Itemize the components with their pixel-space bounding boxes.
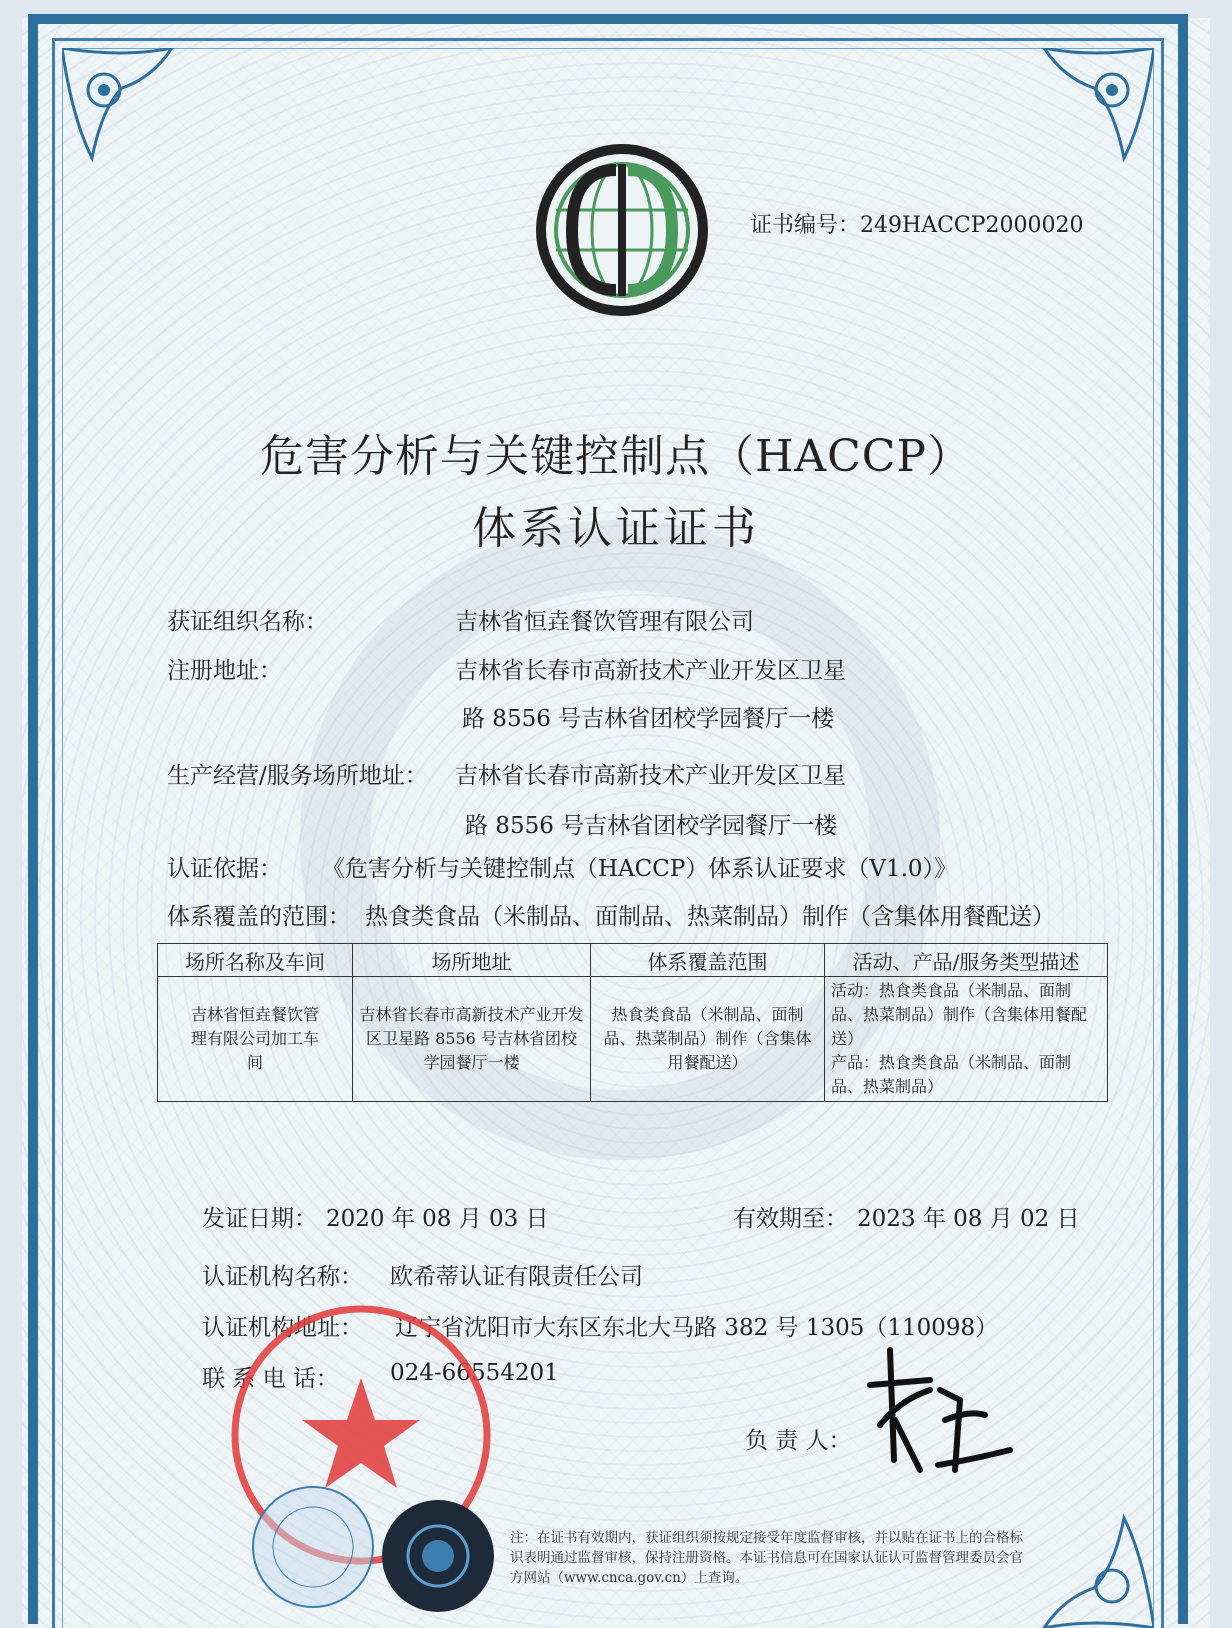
issue-date-label: 发证日期： [202, 1206, 317, 1232]
issuer-name-label: 认证机构名称： [202, 1264, 363, 1290]
site-address-label: 生产经营/服务场所地址： [167, 763, 428, 789]
valid-until-label: 有效期至： [733, 1206, 848, 1232]
supervision-seal-icon [380, 1498, 496, 1614]
reg-address-line2: 路 8556 号吉林省团校学园餐厅一楼 [462, 706, 835, 732]
reg-address-label: 注册地址： [167, 658, 282, 684]
org-name-value: 吉林省恒垚餐饮管理有限公司 [455, 609, 754, 635]
issuer-address-value: 辽宁省沈阳市大东区东北大马路 382 号 1305（110098） [395, 1315, 999, 1341]
org-name-label: 获证组织名称： [167, 609, 328, 635]
issuer-phone-value: 024-66554201 [390, 1360, 559, 1386]
issuer-phone-label: 联 系 电 话： [202, 1366, 339, 1392]
cell-product-text: 产品：热食类食品（米制品、面制品、热菜制品） [831, 1053, 1072, 1096]
issuer-name-value: 欧希蒂认证有限责任公司 [390, 1264, 643, 1290]
certificate-title-line1: 危害分析与关键控制点（HACCP） [259, 431, 973, 482]
basis-label: 认证依据： [167, 856, 282, 882]
signature-icon [860, 1330, 1020, 1490]
cti-logo-icon [532, 140, 712, 320]
certificate-note: 注：在证书有效期内，获证组织须按规定接受年度监督审核，并以贴在证书上的合格标识表明通过监督审核，保持注册资格。本证书信息可在国家认证认可监督管理委员会官方网站（www.cnca.gov.cn）上查询。 [510, 1530, 1023, 1586]
table-header-scope: 体系覆盖范围 [591, 944, 825, 977]
table-row [158, 977, 1108, 1102]
certificate-title-line2: 体系认证证书 [472, 503, 760, 554]
scope-label: 体系覆盖的范围： [167, 904, 351, 930]
annual-audit-seal-icon [248, 1482, 378, 1612]
table-header-site-address: 场所地址 [353, 944, 591, 977]
site-address-line1: 吉林省长春市高新技术产业开发区卫星 [455, 763, 846, 789]
cell-site-name: 吉林省恒垚餐饮管理有限公司加工车间 [158, 977, 353, 1102]
issuer-address-label: 认证机构地址： [202, 1315, 363, 1341]
site-address-line2: 路 8556 号吉林省团校学园餐厅一楼 [465, 813, 838, 839]
scope-table [157, 943, 1108, 1102]
certificate-number-label: 证书编号： [750, 213, 861, 238]
scope-value: 热食类食品（米制品、面制品、热菜制品）制作（含集体用餐配送） [365, 904, 1055, 930]
table-header-row [158, 944, 1108, 977]
table-header-activity: 活动、产品/服务类型描述 [825, 944, 1108, 977]
certificate-number [750, 208, 1084, 239]
valid-until-value: 2023 年 08 月 02 日 [857, 1206, 1080, 1232]
certificate-number-value: 249HACCP2000020 [860, 213, 1084, 238]
ornament-corner-top-left-icon [62, 48, 182, 168]
cell-site-address: 吉林省长春市高新技术产业开发区卫星路 8556 号吉林省团校学园餐厅一楼 [353, 977, 591, 1102]
issue-date-value: 2020 年 08 月 03 日 [326, 1206, 549, 1232]
reg-address-line1: 吉林省长春市高新技术产业开发区卫星 [455, 658, 846, 684]
table-header-site-name: 场所名称及车间 [158, 944, 353, 977]
cell-scope: 热食类食品（米制品、面制品、热菜制品）制作（含集体用餐配送） [591, 977, 825, 1102]
cell-activity [825, 977, 1108, 1102]
basis-value: 《危害分析与关键控制点（HACCP）体系认证要求（V1.0）》 [322, 856, 958, 882]
ornament-corner-top-right-icon [1034, 48, 1154, 168]
cell-activity-text: 活动：热食类食品（米制品、面制品、热菜制品）制作（含集体用餐配送） [831, 981, 1088, 1048]
ornament-corner-bottom-right-icon [1034, 1508, 1154, 1628]
responsible-label: 负 责 人： [745, 1428, 852, 1454]
